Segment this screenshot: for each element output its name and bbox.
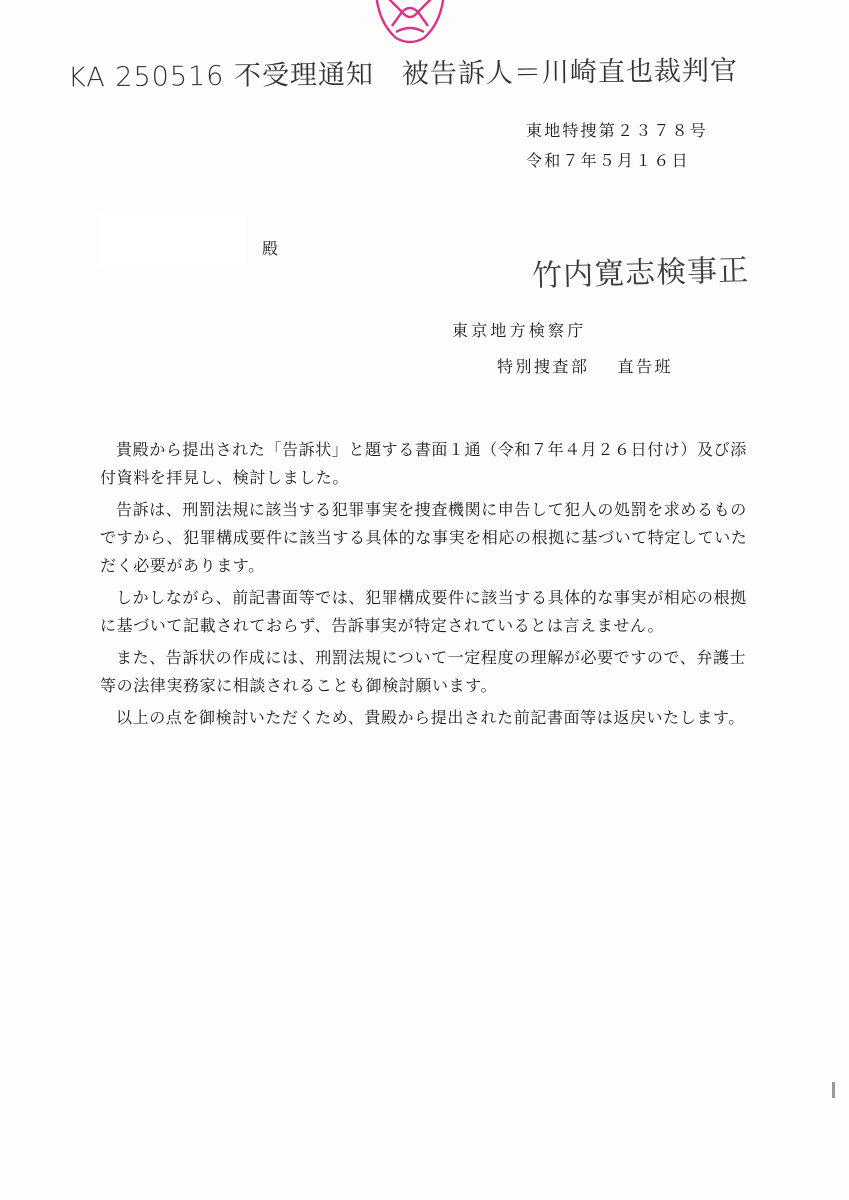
paragraph: 告訴は、刑罰法規に該当する犯罪事実を捜査機関に申告して犯人の処罰を求めるものですから、犯罪構成要件に該当する具体的な事実を相応の根拠に基づいて特定していただく必要があります。	[100, 500, 748, 575]
paragraph: また、告訴状の作成には、刑罰法規について一定程度の理解が必要ですので、弁護士等の法律実務家に相談されることも御検討願います。	[100, 648, 747, 695]
paragraph: しかしながら、前記書面等では、犯罪構成要件に該当する具体的な事実が相応の根拠に基づいて記載されておらず、告訴事実が特定されているとは言えません。	[100, 588, 747, 635]
sender-office: 東京地方検察庁	[452, 321, 587, 340]
paragraph: 貴殿から提出された「告訴状」と題する書面１通（令和７年４月２６日付け）及び添付資料を拝見し、検討しました。	[100, 440, 747, 487]
scan-artifact-mark	[832, 1082, 835, 1098]
document-date: 令和７年５月１６日	[526, 151, 690, 170]
sender-section: 直告班	[617, 357, 674, 376]
handwritten-note: KA 250516 不受理通知 被告訴人＝川崎直也裁判官	[67, 55, 739, 94]
sender-department: 特別捜査部	[497, 357, 590, 376]
redacted-recipient-name	[100, 214, 246, 266]
sender-department-line	[497, 354, 673, 377]
paragraph: 以上の点を御検討いただくため、貴殿から提出された前記書面等は返戻いたします。	[116, 708, 745, 727]
handwritten-prosecutor-name: 竹内寛志検事正	[531, 253, 750, 294]
recipient-honorific: 殿	[262, 239, 279, 258]
seal-stamp	[372, 0, 448, 48]
document-number: 東地特捜第２３７８号	[526, 121, 709, 140]
letter-body	[100, 436, 748, 736]
